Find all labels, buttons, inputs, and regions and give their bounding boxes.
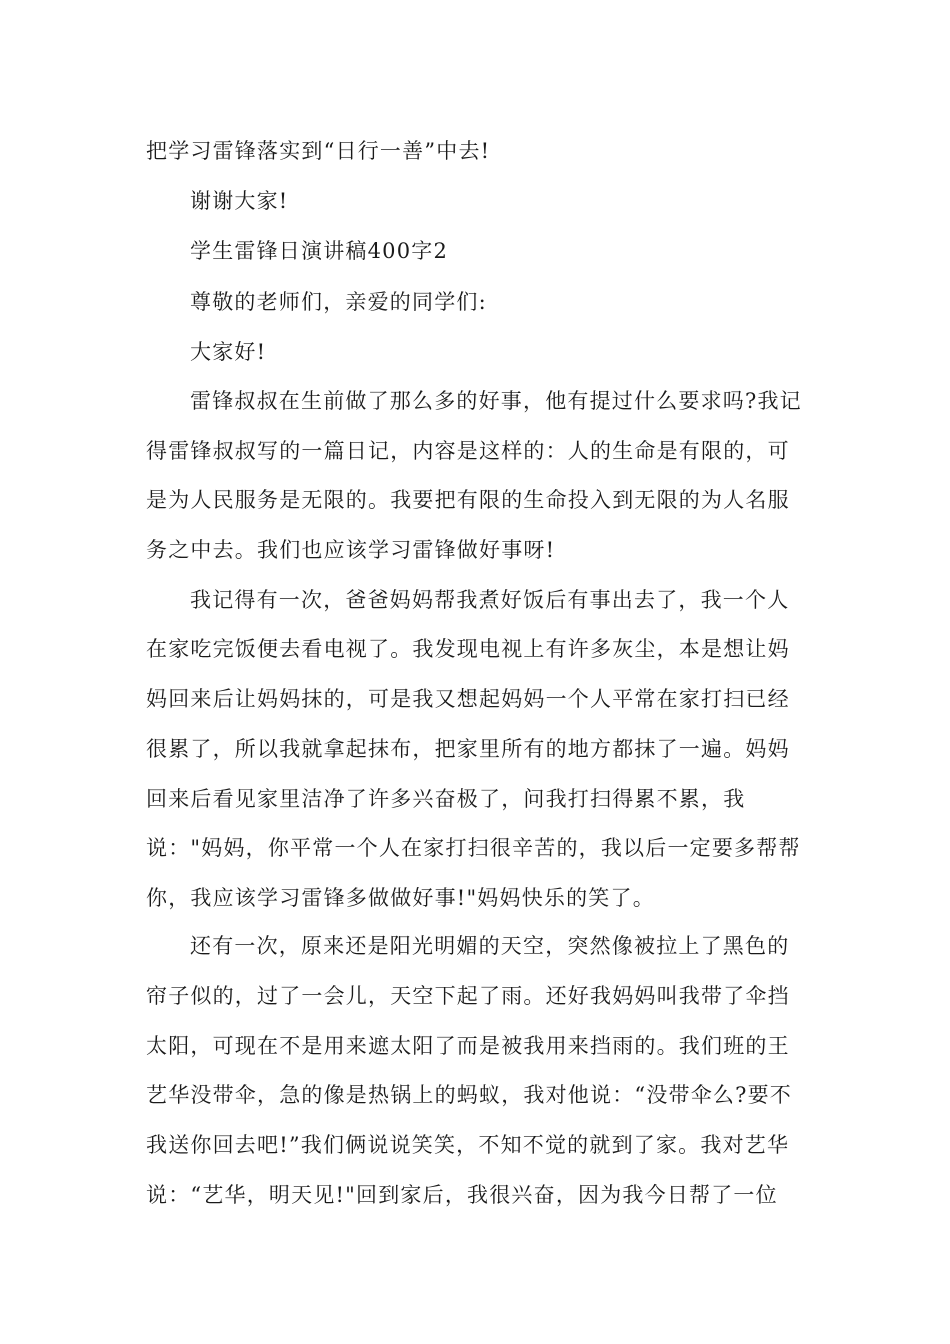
text-line: 妈回来后让妈妈抹的，可是我又想起妈妈一个人平常在家打扫已经 [146, 687, 790, 711]
text-line: 务之中去。我们也应该学习雷锋做好事呀! [146, 538, 556, 562]
text-line: 还有一次，原来还是阳光明媚的天空，突然像被拉上了黑色的 [190, 934, 790, 958]
text-line: 雷锋叔叔在生前做了那么多的好事，他有提过什么要求吗?我记 [190, 389, 802, 413]
text-line: 在家吃完饭便去看电视了。我发现电视上有许多灰尘，本是想让妈 [146, 637, 790, 661]
text-line: 得雷锋叔叔写的一篇日记，内容是这样的：人的生命是有限的，可 [146, 439, 790, 463]
text-line: 你，我应该学习雷锋多做做好事!"妈妈快乐的笑了。 [146, 886, 655, 910]
section-heading: 学生雷锋日演讲稿400字2 [190, 239, 449, 263]
text-line: 回来后看见家里洁净了许多兴奋极了，问我打扫得累不累，我 [146, 787, 746, 811]
text-line: 我送你回去吧!”我们俩说说笑笑，不知不觉的就到了家。我对艺华 [146, 1133, 790, 1157]
text-line: 很累了，所以我就拿起抹布，把家里所有的地方都抹了一遍。妈妈 [146, 737, 790, 761]
text-line: 太阳，可现在不是用来遮太阳了而是被我用来挡雨的。我们班的王 [146, 1034, 790, 1058]
text-line: 谢谢大家! [190, 189, 289, 213]
text-line: 说："妈妈，你平常一个人在家打扫很辛苦的，我以后一定要多帮帮 [146, 836, 801, 860]
text-line: 帘子似的，过了一会儿，天空下起了雨。还好我妈妈叫我带了伞挡 [146, 984, 790, 1008]
text-line: 说：“艺华，明天见!"回到家后，我很兴奋，因为我今日帮了一位 [146, 1183, 778, 1207]
text-line: 是为人民服务是无限的。我要把有限的生命投入到无限的为人名服 [146, 488, 790, 512]
text-line: 艺华没带伞，急的像是热锅上的蚂蚁，我对他说：“没带伞么?要不 [146, 1083, 792, 1107]
text-line: 尊敬的老师们，亲爱的同学们: [190, 290, 487, 314]
text-line: 我记得有一次，爸爸妈妈帮我煮好饭后有事出去了，我一个人 [190, 588, 790, 612]
text-line: 大家好! [190, 340, 267, 364]
text-line: 把学习雷锋落实到“日行一善”中去! [146, 139, 491, 163]
